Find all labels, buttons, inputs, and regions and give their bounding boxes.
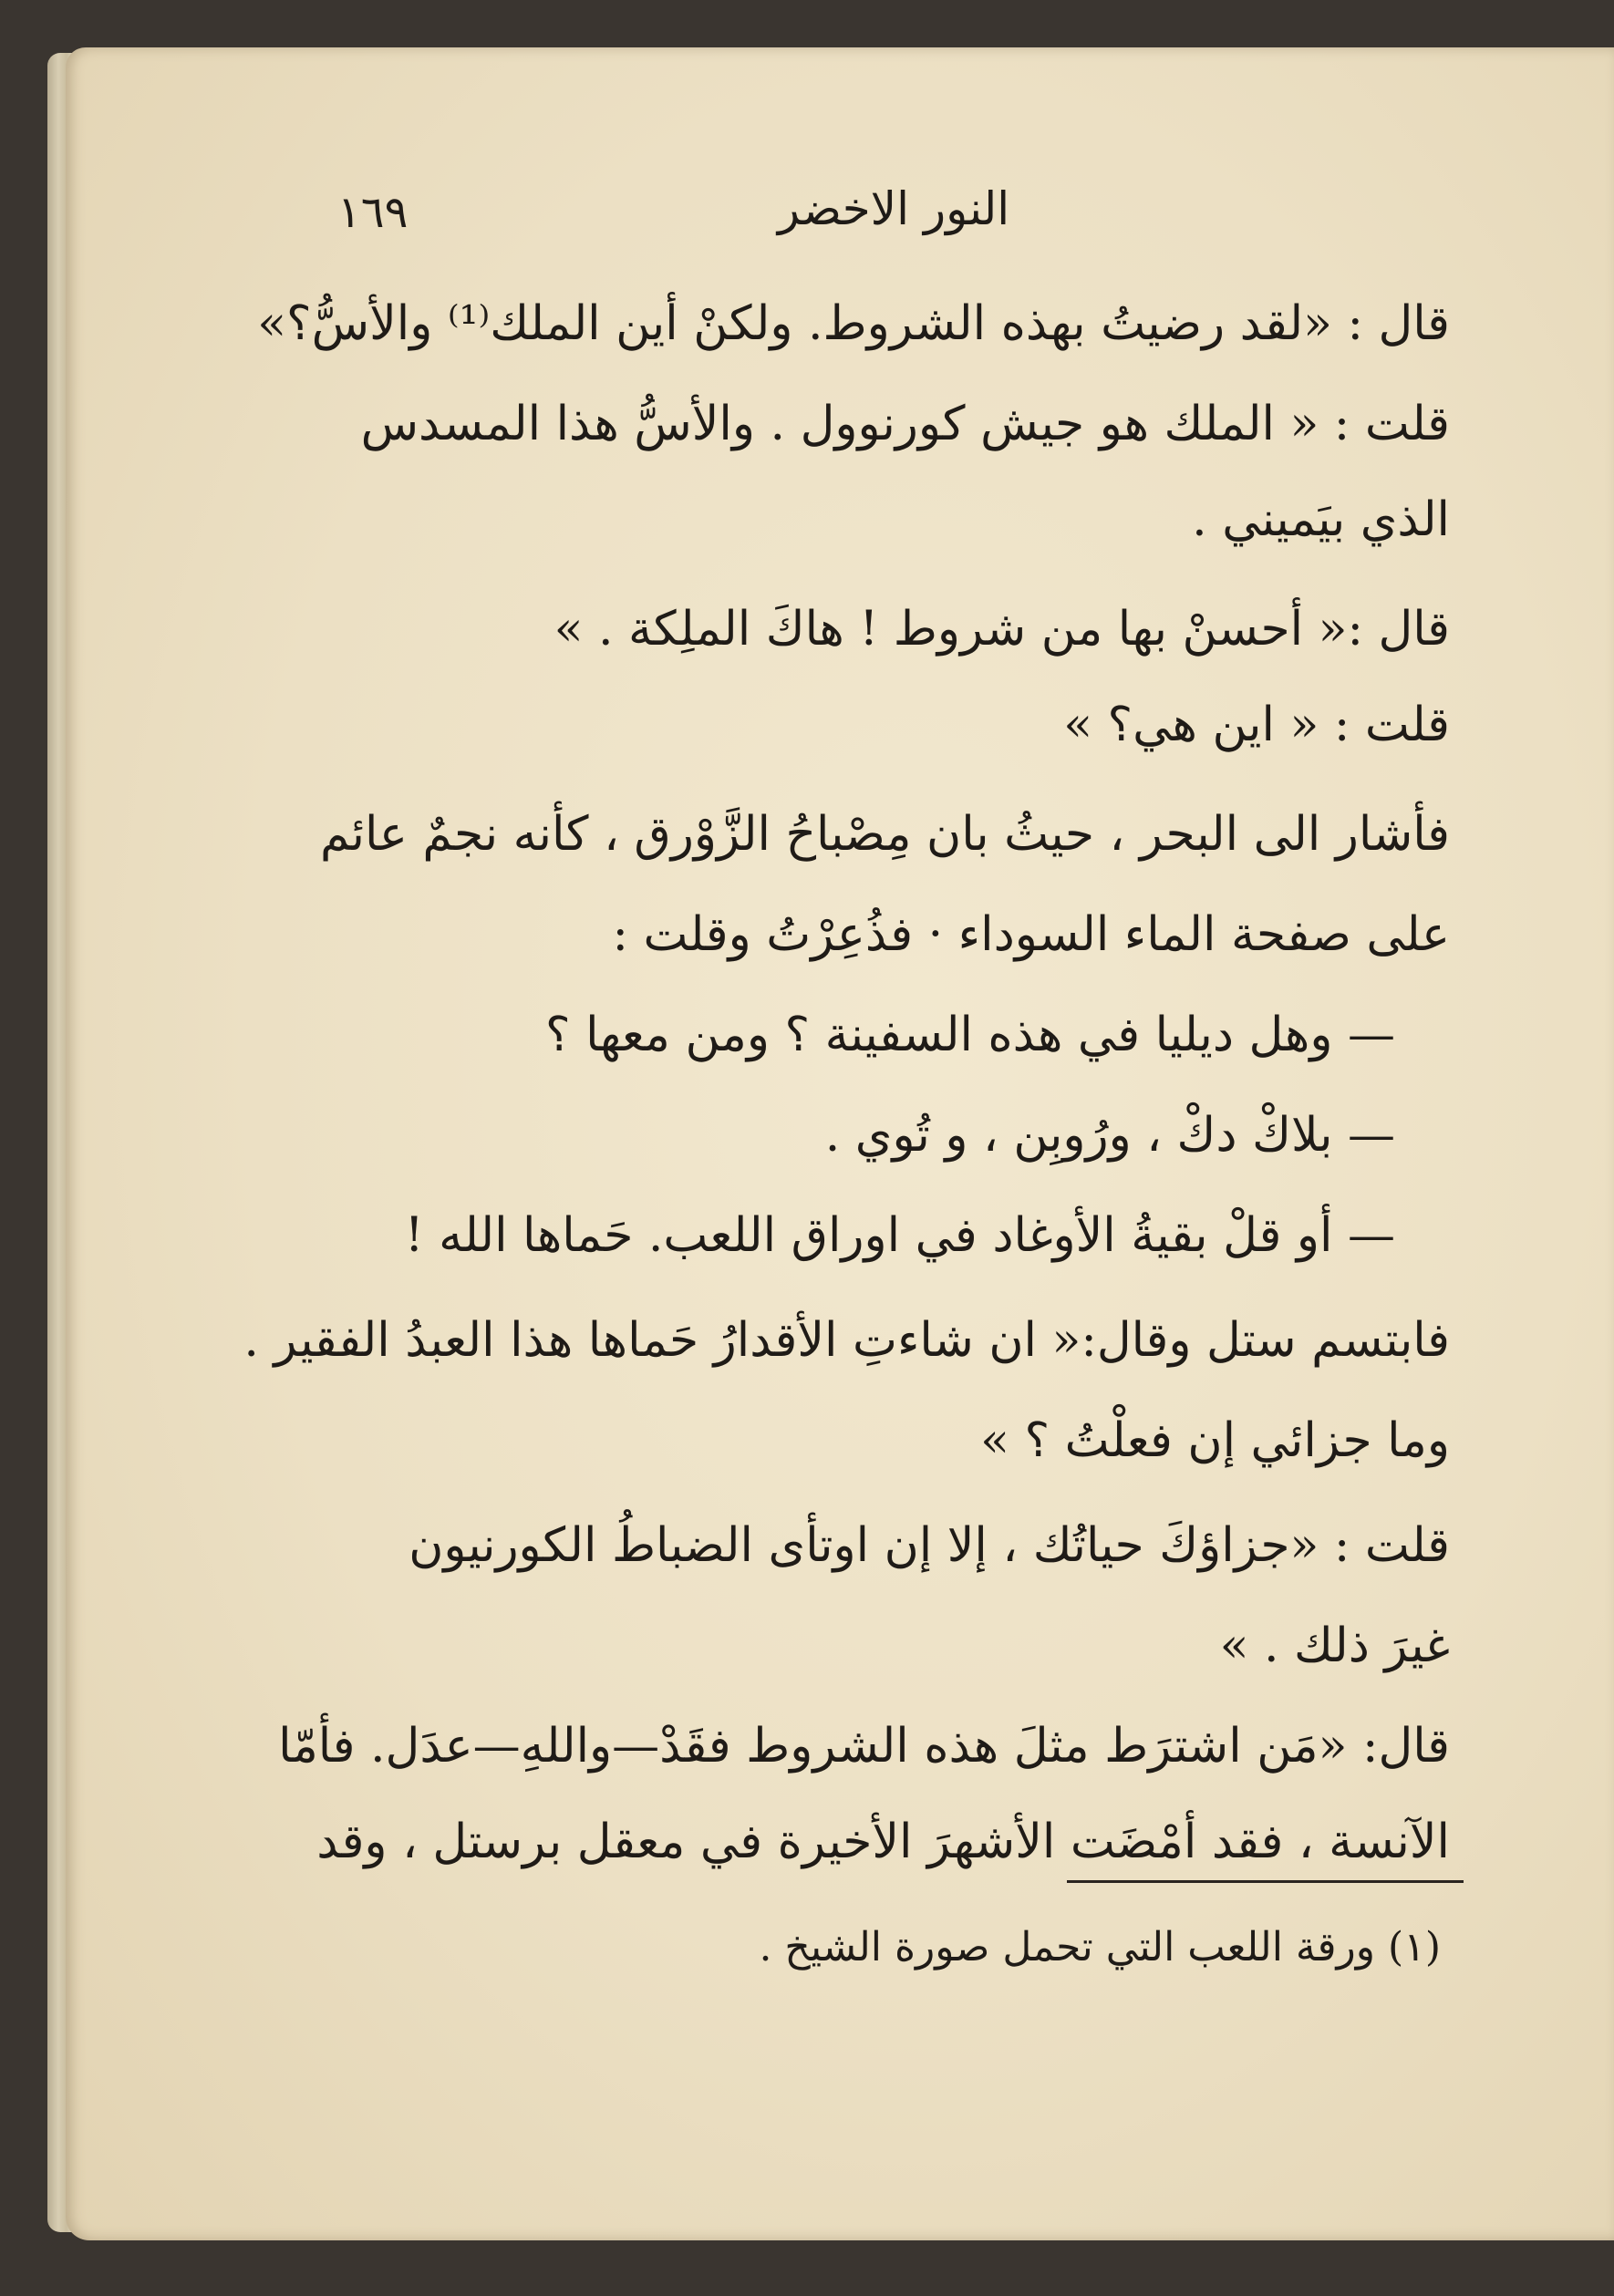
body-line-5: قلت : « اين هي؟ »: [1063, 698, 1450, 752]
dialogue-line-3: — أو قلْ بقيةُ الأوغاد في اوراق اللعب. حَماها الله !: [404, 1208, 1395, 1263]
body-line-11: غيرَ ذلك . »: [1219, 1619, 1450, 1673]
body-line-9: وما جزائي إن فعلْتُ ؟ »: [980, 1413, 1450, 1468]
footnote: (١) ورقة اللعب التي تحمل صورة الشيخ .: [759, 1924, 1441, 1970]
dialogue-line-1: — وهل ديليا في هذه السفينة ؟ ومن معها ؟: [545, 1008, 1395, 1062]
body-line-6: فأشار الى البحر ، حيثُ بان مِصْباحُ الزَّوْرق ، كأنه نجمٌ عائم: [319, 807, 1450, 862]
dialogue-line-2: — بلاكْ دكْ ، ورُوبِن ، و تُوي .: [824, 1108, 1395, 1163]
body-line-8: فابتسم ستل وقال:« ان شاءتِ الأقدارُ حَماها هذا العبدُ الفقير .: [243, 1313, 1450, 1368]
running-header-title: النور الاخضر: [777, 182, 1010, 235]
page-number: ١٦٩: [337, 187, 409, 238]
body-line-7: على صفحة الماء السوداء · فذُعِرْتُ وقلت :: [612, 907, 1450, 962]
body-line-2: قلت : « الملك هو جيش كورنوول . والأسُّ هذا المسدس: [360, 397, 1450, 451]
body-line-4: قال :« أحسنْ بها من شروط ! هاكَ الملِكة . »: [554, 602, 1450, 657]
body-line-3: الذي بيَميني .: [1192, 492, 1450, 547]
body-line-12: قال: «مَن اشترَط مثلَ هذه الشروط فقَدْ—واللهِ—عدَل. فأمّا: [278, 1719, 1450, 1774]
body-line-13: الآنسة ، فقد أمْضَت الأشهرَ الأخيرة في معقل برستل ، وقد: [316, 1815, 1450, 1869]
footnote-divider: [1067, 1880, 1464, 1883]
body-line-1: قال : «لقد رضيتُ بهذه الشروط. ولكنْ أين الملك⁽¹⁾ والأسُّ؟»: [257, 296, 1450, 351]
body-line-10: قلت : «جزاؤكَ حياتُك ، إلا إن اوتأى الضباطُ الكورنيون: [409, 1518, 1450, 1573]
